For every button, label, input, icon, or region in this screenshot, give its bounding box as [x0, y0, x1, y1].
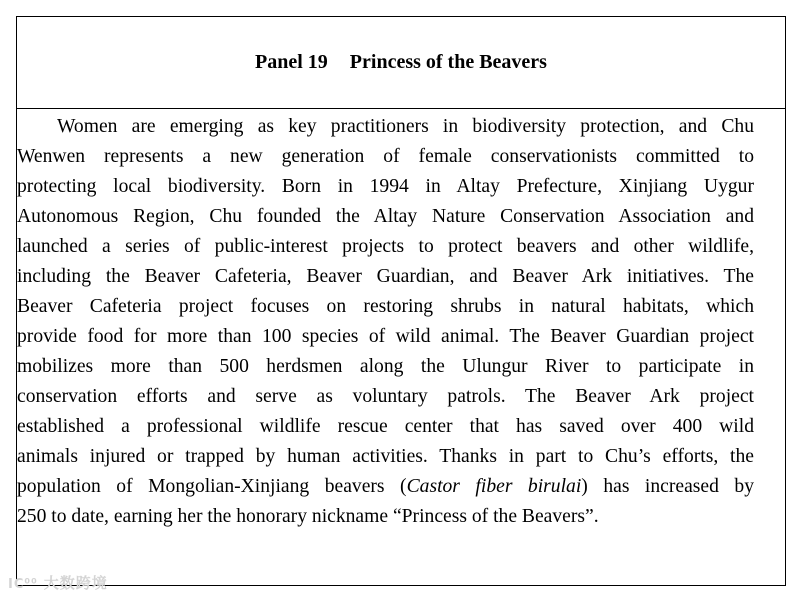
panel-title: Princess of the Beavers [349, 51, 547, 73]
text-segment: ) has increased by [581, 476, 755, 497]
text-segment: population of Mongolian-Xinjiang beavers ( [17, 476, 407, 497]
body-line: Wenwen represents a new generation of female conservationists committed to [17, 146, 754, 167]
body-line: animals injured or trapped by human activities. Thanks in part to Chu’s efforts, the [17, 446, 754, 467]
body-line: mobilizes more than 500 herdsmen along the Ulungur River to participate in [17, 356, 754, 377]
body-line: Women are emerging as key practitioners in biodiversity protection, and Chu [57, 116, 754, 137]
watermark [8, 572, 108, 593]
body-line: Beaver Cafeteria project focuses on restoring shrubs in natural habitats, which [17, 296, 754, 317]
body-line: launched a series of public-interest projects to protect beavers and other wildlife, [17, 236, 754, 257]
body-line: 250 to date, earning her the honorary nickname “Princess of the Beavers”. [17, 506, 599, 527]
watermark-text: 大数跨境 [43, 574, 108, 592]
body-line: conservation efforts and serve as voluntary patrols. The Beaver Ark project [17, 386, 754, 407]
body-line: Autonomous Region, Chu founded the Altay Nature Conservation Association and [17, 206, 754, 227]
panel-number: Panel 19 [255, 51, 328, 73]
body-line: provide food for more than 100 species of wild animal. The Beaver Guardian project [17, 326, 754, 347]
panel-header [17, 17, 785, 109]
species-name: Castor fiber birulai [406, 476, 582, 497]
watermark-logo-icon: IC⁰⁰ [8, 577, 38, 592]
body-line: protecting local biodiversity. Born in 1994 in Altay Prefecture, Xinjiang Uygur [17, 176, 754, 197]
panel-body [17, 112, 754, 532]
body-line: established a professional wildlife rescue center that has saved over 400 wild [17, 416, 754, 437]
body-line-species [17, 472, 754, 502]
body-line: including the Beaver Cafeteria, Beaver Guardian, and Beaver Ark initiatives. The [17, 266, 754, 287]
